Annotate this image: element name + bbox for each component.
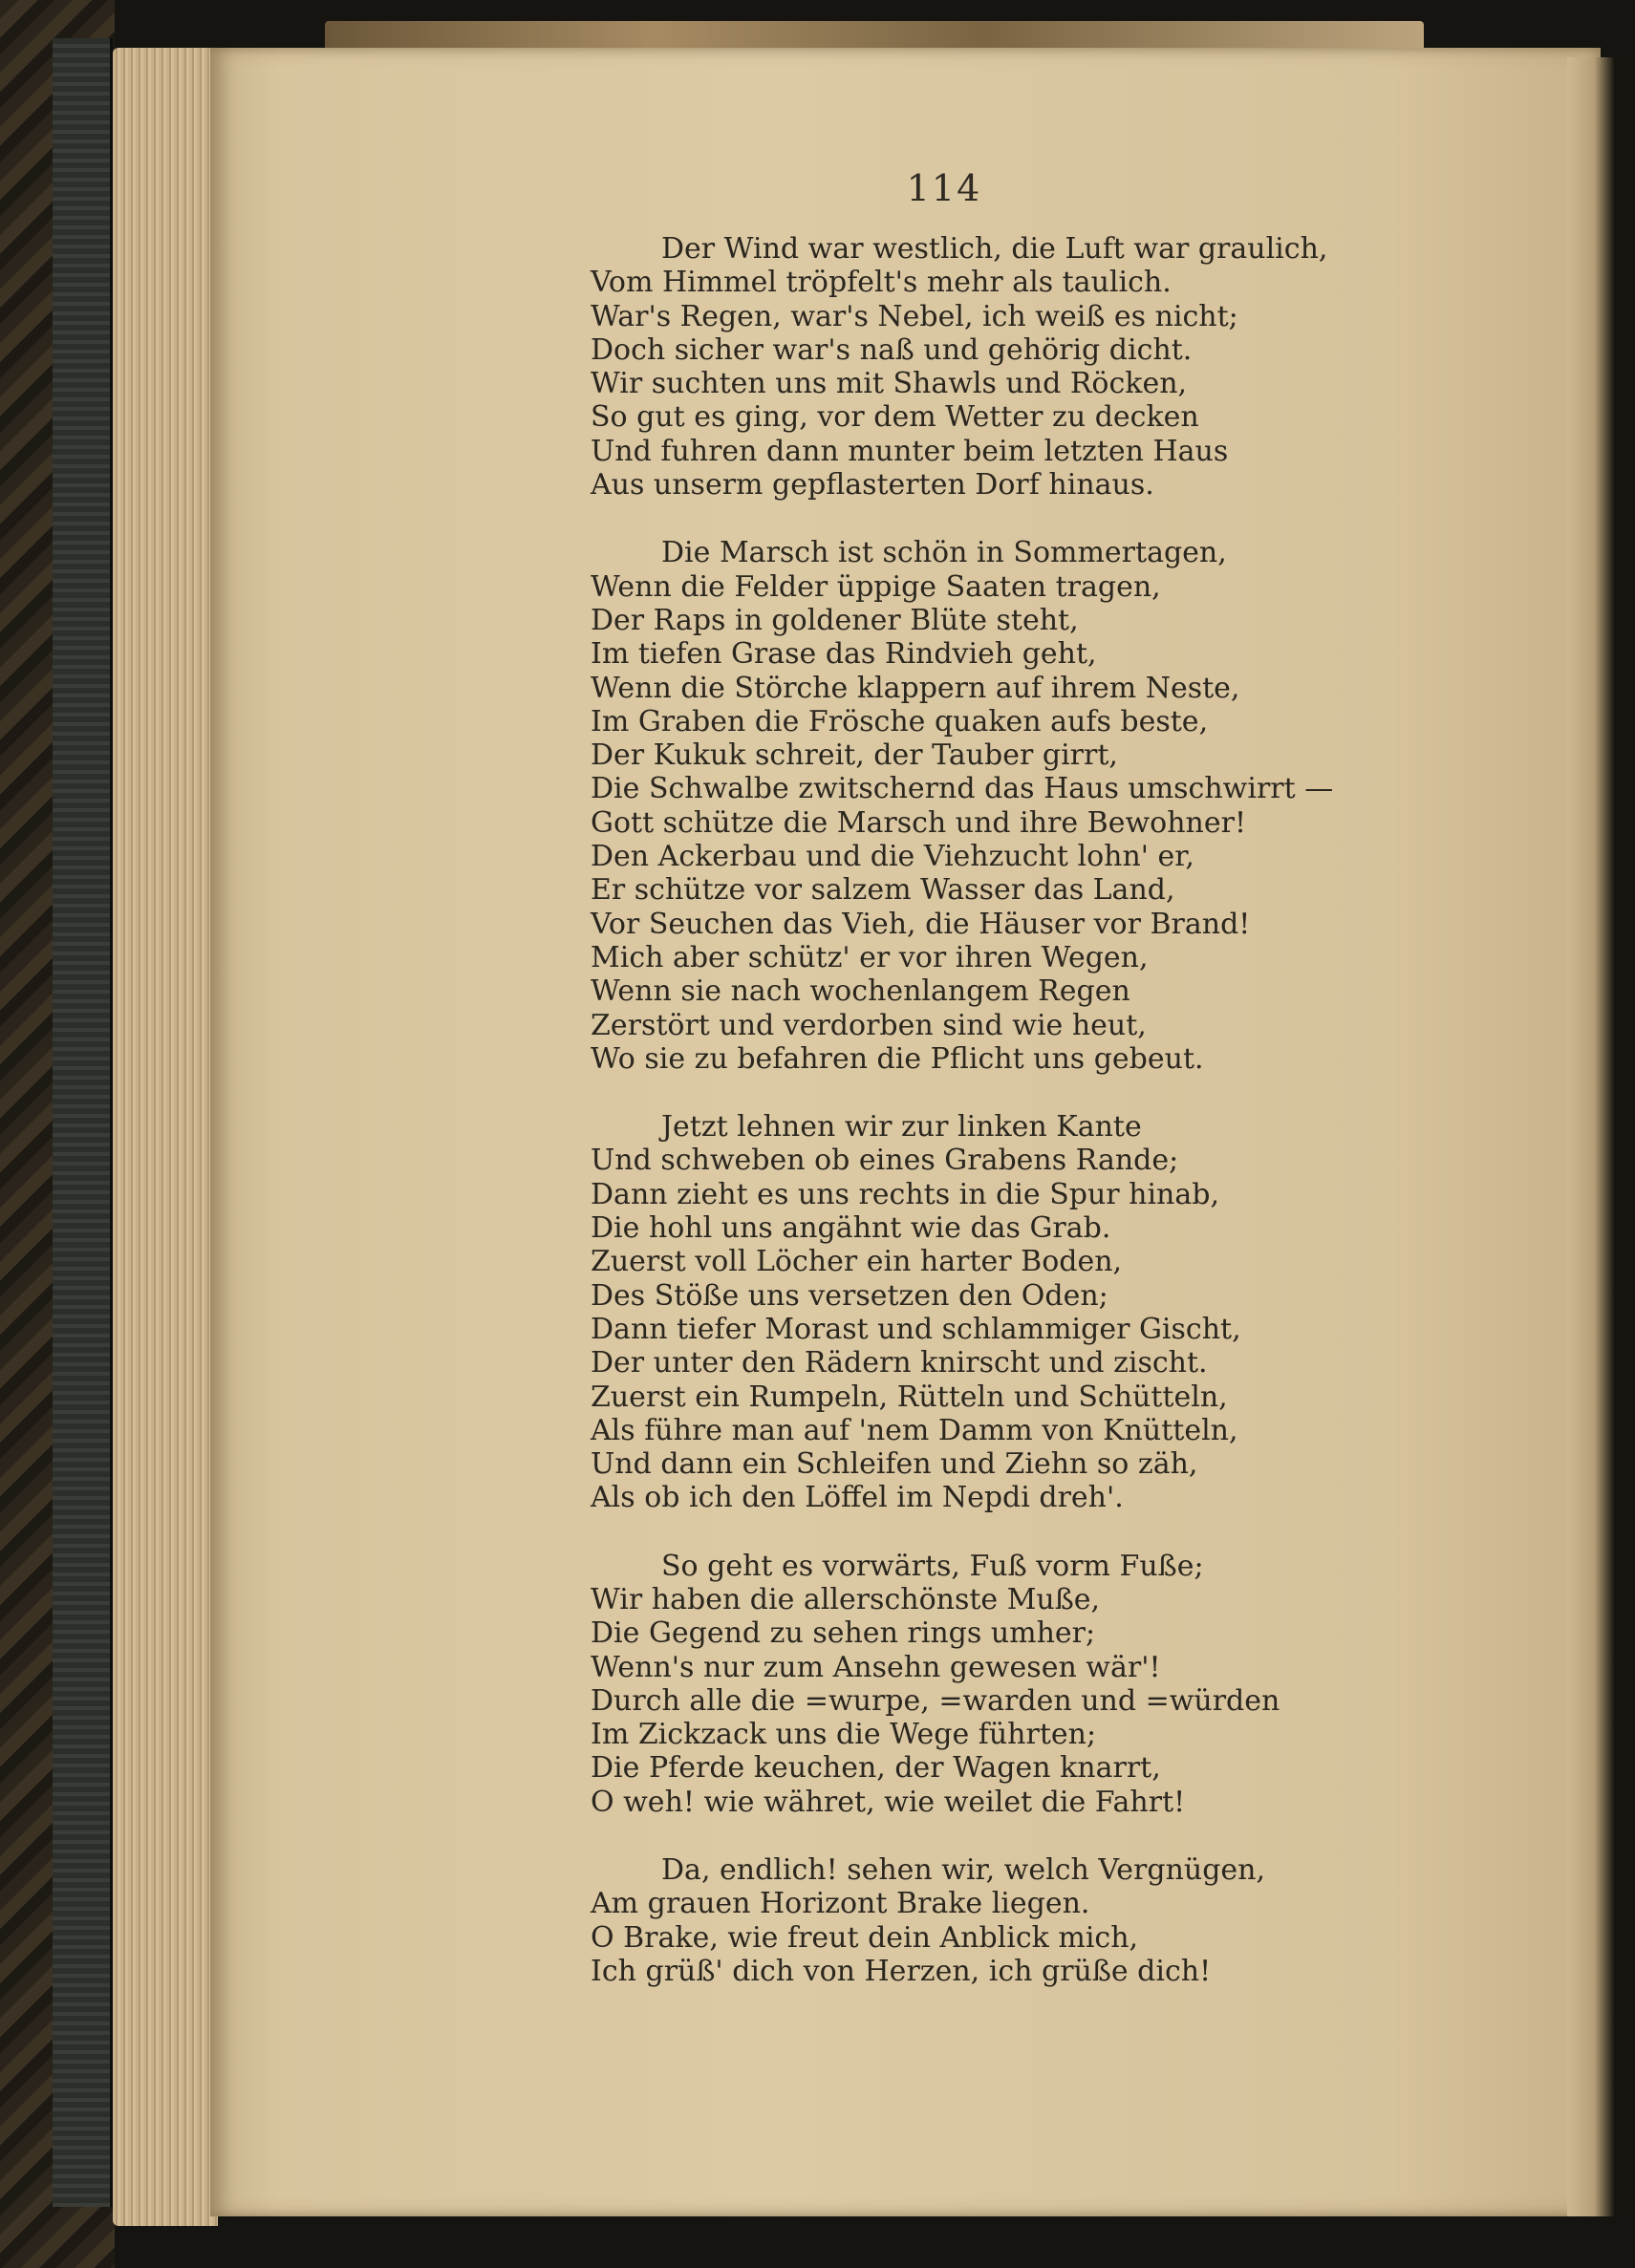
poem-line: Wo sie zu befahren die Pflicht uns gebeut.: [591, 1041, 1204, 1076]
poem-line: Dann tiefer Morast und schlammiger Gischt,: [591, 1312, 1241, 1346]
poem-line: Im Graben die Frösche quaken aufs beste,: [591, 704, 1209, 738]
poem-line: Aus unserm gepflasterten Dorf hinaus.: [591, 468, 1154, 503]
poem-line: Des Stöße uns versetzen den Oden;: [591, 1278, 1108, 1313]
poem-line: Der Wind war westlich, die Luft war graulich,: [661, 232, 1328, 266]
poem-line: Der Raps in goldener Blüte steht,: [591, 603, 1079, 637]
poem-line: O weh! wie währet, wie weilet die Fahrt!: [591, 1785, 1186, 1819]
poem-line: Zuerst voll Löcher ein harter Boden,: [591, 1245, 1123, 1279]
poem-line: Als führe man auf 'nem Damm von Knütteln,: [591, 1413, 1238, 1447]
poem-line: Wenn die Felder üppige Saaten tragen,: [591, 569, 1161, 604]
poem-line: So gut es ging, vor dem Wetter zu decken: [591, 400, 1199, 435]
poem-line: Durch alle die =wurpe, =warden und =würden: [591, 1683, 1280, 1718]
poem-line: Der Kukuk schreit, der Tauber girrt,: [591, 738, 1118, 773]
poem-line: Zerstört und verdorben sind wie heut,: [591, 1008, 1147, 1042]
poem-line: Wenn's nur zum Ansehn gewesen wär'!: [591, 1650, 1161, 1684]
poem-line: Im Zickzack uns die Wege führten;: [591, 1718, 1097, 1752]
poem-line: Mich aber schütz' er vor ihren Wegen,: [591, 940, 1149, 974]
poem-line: Die Gegend zu sehen rings umher;: [591, 1616, 1096, 1651]
poem-text: [591, 232, 1393, 1988]
poem-line: Am grauen Horizont Brake liegen.: [591, 1887, 1090, 1921]
poem-line: Er schütze vor salzem Wasser das Land,: [591, 873, 1175, 908]
stanza: [591, 1550, 1393, 1819]
poem-line: So geht es vorwärts, Fuß vorm Fuße;: [661, 1549, 1204, 1583]
poem-line: Zuerst ein Rumpeln, Rütteln und Schütteln,: [591, 1380, 1228, 1414]
stanza: [591, 232, 1393, 502]
poem-line: Wenn sie nach wochenlangem Regen: [591, 974, 1130, 1009]
stanza: [591, 536, 1393, 1076]
book-spine-cloth: [53, 38, 113, 2207]
poem-line: Die Marsch ist schön in Sommertagen,: [661, 536, 1227, 570]
page-stack-edges: [113, 48, 218, 2226]
poem-line: Vor Seuchen das Vieh, die Häuser vor Brand!: [591, 907, 1251, 941]
poem-line: Jetzt lehnen wir zur linken Kante: [661, 1110, 1142, 1145]
poem-line: Die hohl uns angähnt wie das Grab.: [591, 1211, 1111, 1246]
poem-line: Den Ackerbau und die Viehzucht lohn' er,: [591, 840, 1194, 874]
poem-line: War's Regen, war's Nebel, ich weiß es nicht;: [591, 299, 1238, 333]
poem-line: Und schweben ob eines Grabens Rande;: [591, 1144, 1179, 1178]
poem-line: Als ob ich den Löffel im Nepdi dreh'.: [591, 1481, 1124, 1515]
poem-line: Und dann ein Schleifen und Ziehn so zäh,: [591, 1447, 1198, 1482]
poem-line: Im tiefen Grase das Rindvieh geht,: [591, 637, 1097, 672]
poem-line: Doch sicher war's naß und gehörig dicht.: [591, 332, 1193, 367]
poem-line: Dann zieht es uns rechts in die Spur hinab,: [591, 1177, 1220, 1211]
poem-line: Wir haben die allerschönste Muße,: [591, 1582, 1101, 1616]
page-right-edge: [1567, 57, 1635, 2216]
stanza: [591, 1853, 1393, 1988]
poem-line: Gott schütze die Marsch und ihre Bewohner!: [591, 805, 1247, 840]
poem-line: Und fuhren dann munter beim letzten Haus: [591, 434, 1229, 468]
poem-line: O Brake, wie freut dein Anblick mich,: [591, 1920, 1139, 1955]
stanza: [591, 1110, 1393, 1515]
poem-line: Wir suchten uns mit Shawls und Röcken,: [591, 367, 1188, 401]
poem-line: Da, endlich! sehen wir, welch Vergnügen,: [661, 1853, 1266, 1888]
poem-line: Die Pferde keuchen, der Wagen knarrt,: [591, 1751, 1161, 1786]
poem-line: Vom Himmel tröpfelt's mehr als taulich.: [591, 266, 1172, 300]
poem-line: Der unter den Rädern knirscht und zischt.: [591, 1346, 1208, 1380]
page-number: 114: [906, 167, 982, 209]
poem-line: Wenn die Störche klappern auf ihrem Neste,: [591, 671, 1240, 705]
poem-line: Die Schwalbe zwitschernd das Haus umschwirrt —: [591, 772, 1334, 806]
poem-line: Ich grüß' dich von Herzen, ich grüße dich!: [591, 1954, 1212, 1988]
